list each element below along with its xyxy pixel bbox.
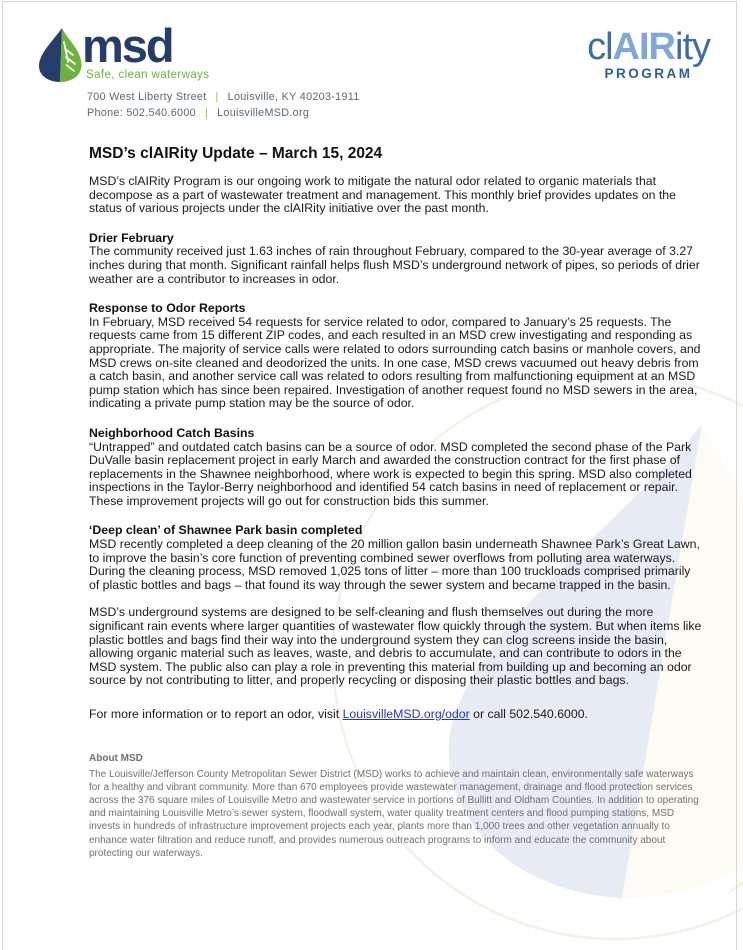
section-heading-catch-basins: Neighborhood Catch Basins [89,425,255,440]
about-heading: About MSD [89,752,143,764]
msd-wordmark: msd [82,19,173,72]
section-paragraph: MSD’s underground systems are designed to be self-cleaning and flush themselves out during the more significant rain events where larger quantities of wastewater flow quickly through the system. But when items like plastic bottles and bags find their way into the underground system they can clog screens inside the basin, allowing organic material such as leaves, waste, and debris to accumulate, and can contribute to odors in the MSD system. The public also can play a role in preventing this material from building up and becoming an odor source by not contributing to litter, and properly recycling or disposing their plastic bottles and bags. [89,605,702,688]
section-heading-deep-clean: ‘Deep clean’ of Shawnee Park basin completed [89,523,363,538]
section-paragraph: The community received just 1.63 inches of rain throughout February, compared to the 30-year average of 3.27 inches during that month. Significant rainfall helps flush MSD’s underground network of pipes, so periods of drier weather are a contributor to increases in odor. [89,244,700,286]
clairity-wordmark: clAIRity [587,26,710,68]
msd-tagline: Safe, clean waterways [86,69,210,81]
intro-paragraph: MSD’s clAIRity Program is our ongoing work to mitigate the natural odor related to organic materials that decompose as a part of wastewater treatment and management. This monthly brief provides updates on the status of various projects under the clAIRity initiative over the past month. [89,174,676,216]
document-body [89,145,703,860]
about-msd-section [89,752,703,860]
more-info-line: For more information or to report an odor, visit LouisvilleMSD.org/odor or call 502.540.6000. [89,707,588,721]
clairity-program-logo [587,28,710,81]
separator-pipe: | [215,91,219,103]
section-heading-odor-reports: Response to Odor Reports [89,301,246,316]
about-paragraph: The Louisville/Jefferson County Metropolitan Sewer District (MSD) works to achieve and maintain clean, environmentally safe waterways for a healthy and vibrant community. More than 670 employees provide wastewater management, drainage and flood protection services across the 376 square miles of Louisville Metro and wastewater service in portions of Bullitt and Oldham Counties. In addition to operating and maintaining Louisville Metro’s sewer system, floodwall system, water quality treatment centers and flood pumping stations, MSD invests in hundreds of infrastructure improvement projects each year, plants more than 1,000 trees and other vegetation annually to enhance water filtration and reduce runoff, and provides numerous outreach programs to inform and educate the community about protecting our waterways. [89,768,699,859]
odor-report-link[interactable]: LouisvilleMSD.org/odor [342,707,470,721]
page-title: MSD’s clAIRity Update – March 15, 2024 [89,145,383,162]
address-block [87,89,360,121]
program-label: PROGRAM [604,66,693,81]
separator-pipe: | [204,107,209,119]
section-heading-drier-february: Drier February [89,230,174,245]
msd-leaf-logo [35,27,85,88]
section-paragraph: “Untrapped” and outdated catch basins can be a source of odor. MSD completed the second phase of the Park DuValle basin replacement project in early March and awarded the construction contract for the first phase of replacements in the Shawnee neighborhood, where work is expected to begin this spring. MSD also completed inspections in the Taylor-Berry neighborhood and identified 54 catch basins in need of replacement or repair. These improvement projects will go out for construction bids this summer. [89,439,692,508]
address-line-1: 700 West Liberty Street | Louisville, KY 40203-1911 [87,91,360,103]
section-paragraph: In February, MSD received 54 requests for service related to odor, compared to January’s 25 requests. The requests came from 15 different ZIP codes, and each resulted in an MSD crew investigating and responding as appropriate. The majority of service calls were related to odors surrounding catch basins or manhole covers, and MSD crews on-site cleaned and deodorized the units. In one case, MSD crews vacuumed out heavy debris from a catch basin, and another service call was related to odors resulting from malfunctioning equipment at an MSD pump station which has since been repaired. Investigation of another request found no MSD sewers in the area, indicating a private pump station may be the source of odor. [89,314,701,411]
section-paragraph: MSD recently completed a deep cleaning of the 20 million gallon basin underneath Shawnee Park’s Great Lawn, to improve the basin’s core function of preventing combined sewer overflows from polluting area waterways. During the cleaning process, MSD removed 1,025 tons of litter – more than 100 truckloads comprised primarily of plastic bottles and bags – that found its way through the sewer system and became trapped in the basin. [89,537,700,592]
address-line-2: Phone: 502.540.6000 | LouisvilleMSD.org [87,107,310,119]
